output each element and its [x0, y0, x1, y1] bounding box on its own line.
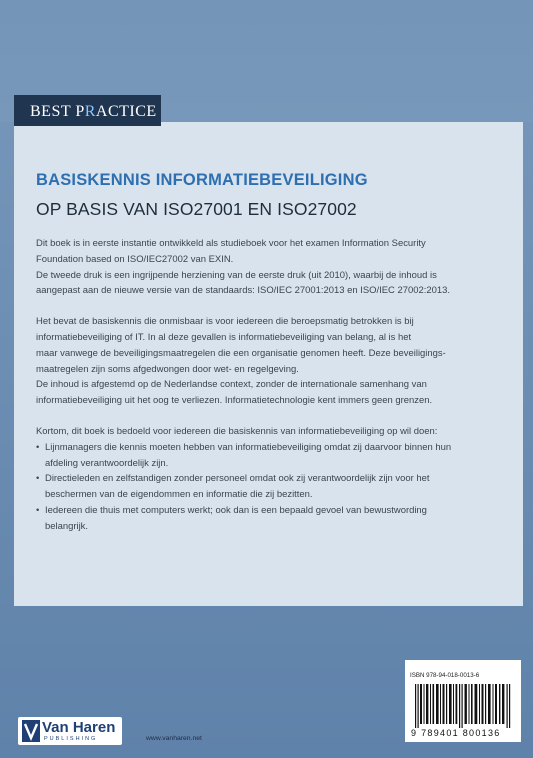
paragraph-3: Kortom, dit boek is bedoeld voor iedereen die basiskennis van informatiebeveiliging op wil doen:	[36, 425, 438, 437]
book-title: BASISKENNIS INFORMATIEBEVEILIGING	[36, 171, 368, 189]
paragraph-2: Het bevat de basiskennis die onmisbaar is voor iedereen die beroepsmatig betrokken is bij informatiebeveiliging of IT. In al deze gevallen is informatiebeveiliging van belang, al is het maar vanwege de beveiligingsmaatregelen die een organisatie genomen heeft. Deze beveiligings- maatregelen zijn soms afgedwongen door wet- en regelgeving. De inhoud is afgestemd op de Nederlandse context, zonder de internationale samenhang van informatiebeveiliging uit het oog te verliezen. Informatietechnologie kent immers geen grenzen.	[36, 316, 446, 407]
book-subtitle: OP BASIS VAN ISO27001 EN ISO27002	[36, 199, 357, 219]
description	[36, 236, 506, 535]
publisher-logo-icon	[22, 720, 40, 742]
paragraph-1: Dit boek is in eerste instantie ontwikkeld als studieboek voor het examen Information Security Foundation based on ISO/IEC27002 van EXIN. De tweede druk is een ingrijpende herziening van de eerste druk (uit 2010), waarbij de inhoud is aangepast aan de nieuwe versie van de standaards: ISO/IEC 27001:2013 en ISO/IEC 27002:2013.	[36, 238, 450, 297]
publisher-sub: PUBLISHING	[44, 736, 98, 742]
list-item: • Directieleden en zelfstandigen zonder personeel omdat ook zij verantwoordelijk zijn voor het beschermen van de eigendommen en informatie die zij bezitten.	[36, 471, 506, 503]
publisher-logo	[18, 717, 122, 745]
audience-list	[36, 440, 506, 535]
publisher-name: Van Haren	[42, 719, 116, 736]
list-item: • Lijnmanagers die kennis moeten hebben van informatiebeveiliging omdat zij daarvoor binnen hun afdeling verantwoordelijk zijn.	[36, 440, 506, 472]
isbn-label: ISBN 978-94-018-0013-6	[410, 672, 480, 679]
barcode-icon	[413, 684, 513, 728]
barcode-digits: 9 789401 800136	[411, 728, 501, 738]
best-practice-label: BEST PRACTICE	[30, 103, 157, 120]
best-practice-badge	[14, 95, 161, 126]
publisher-website: www.vanharen.net	[146, 735, 202, 742]
isbn-barcode-box	[405, 660, 521, 742]
list-item: • Iedereen die thuis met computers werkt; ook dan is een bepaald gevoel van bewustwording belangrijk.	[36, 503, 506, 535]
